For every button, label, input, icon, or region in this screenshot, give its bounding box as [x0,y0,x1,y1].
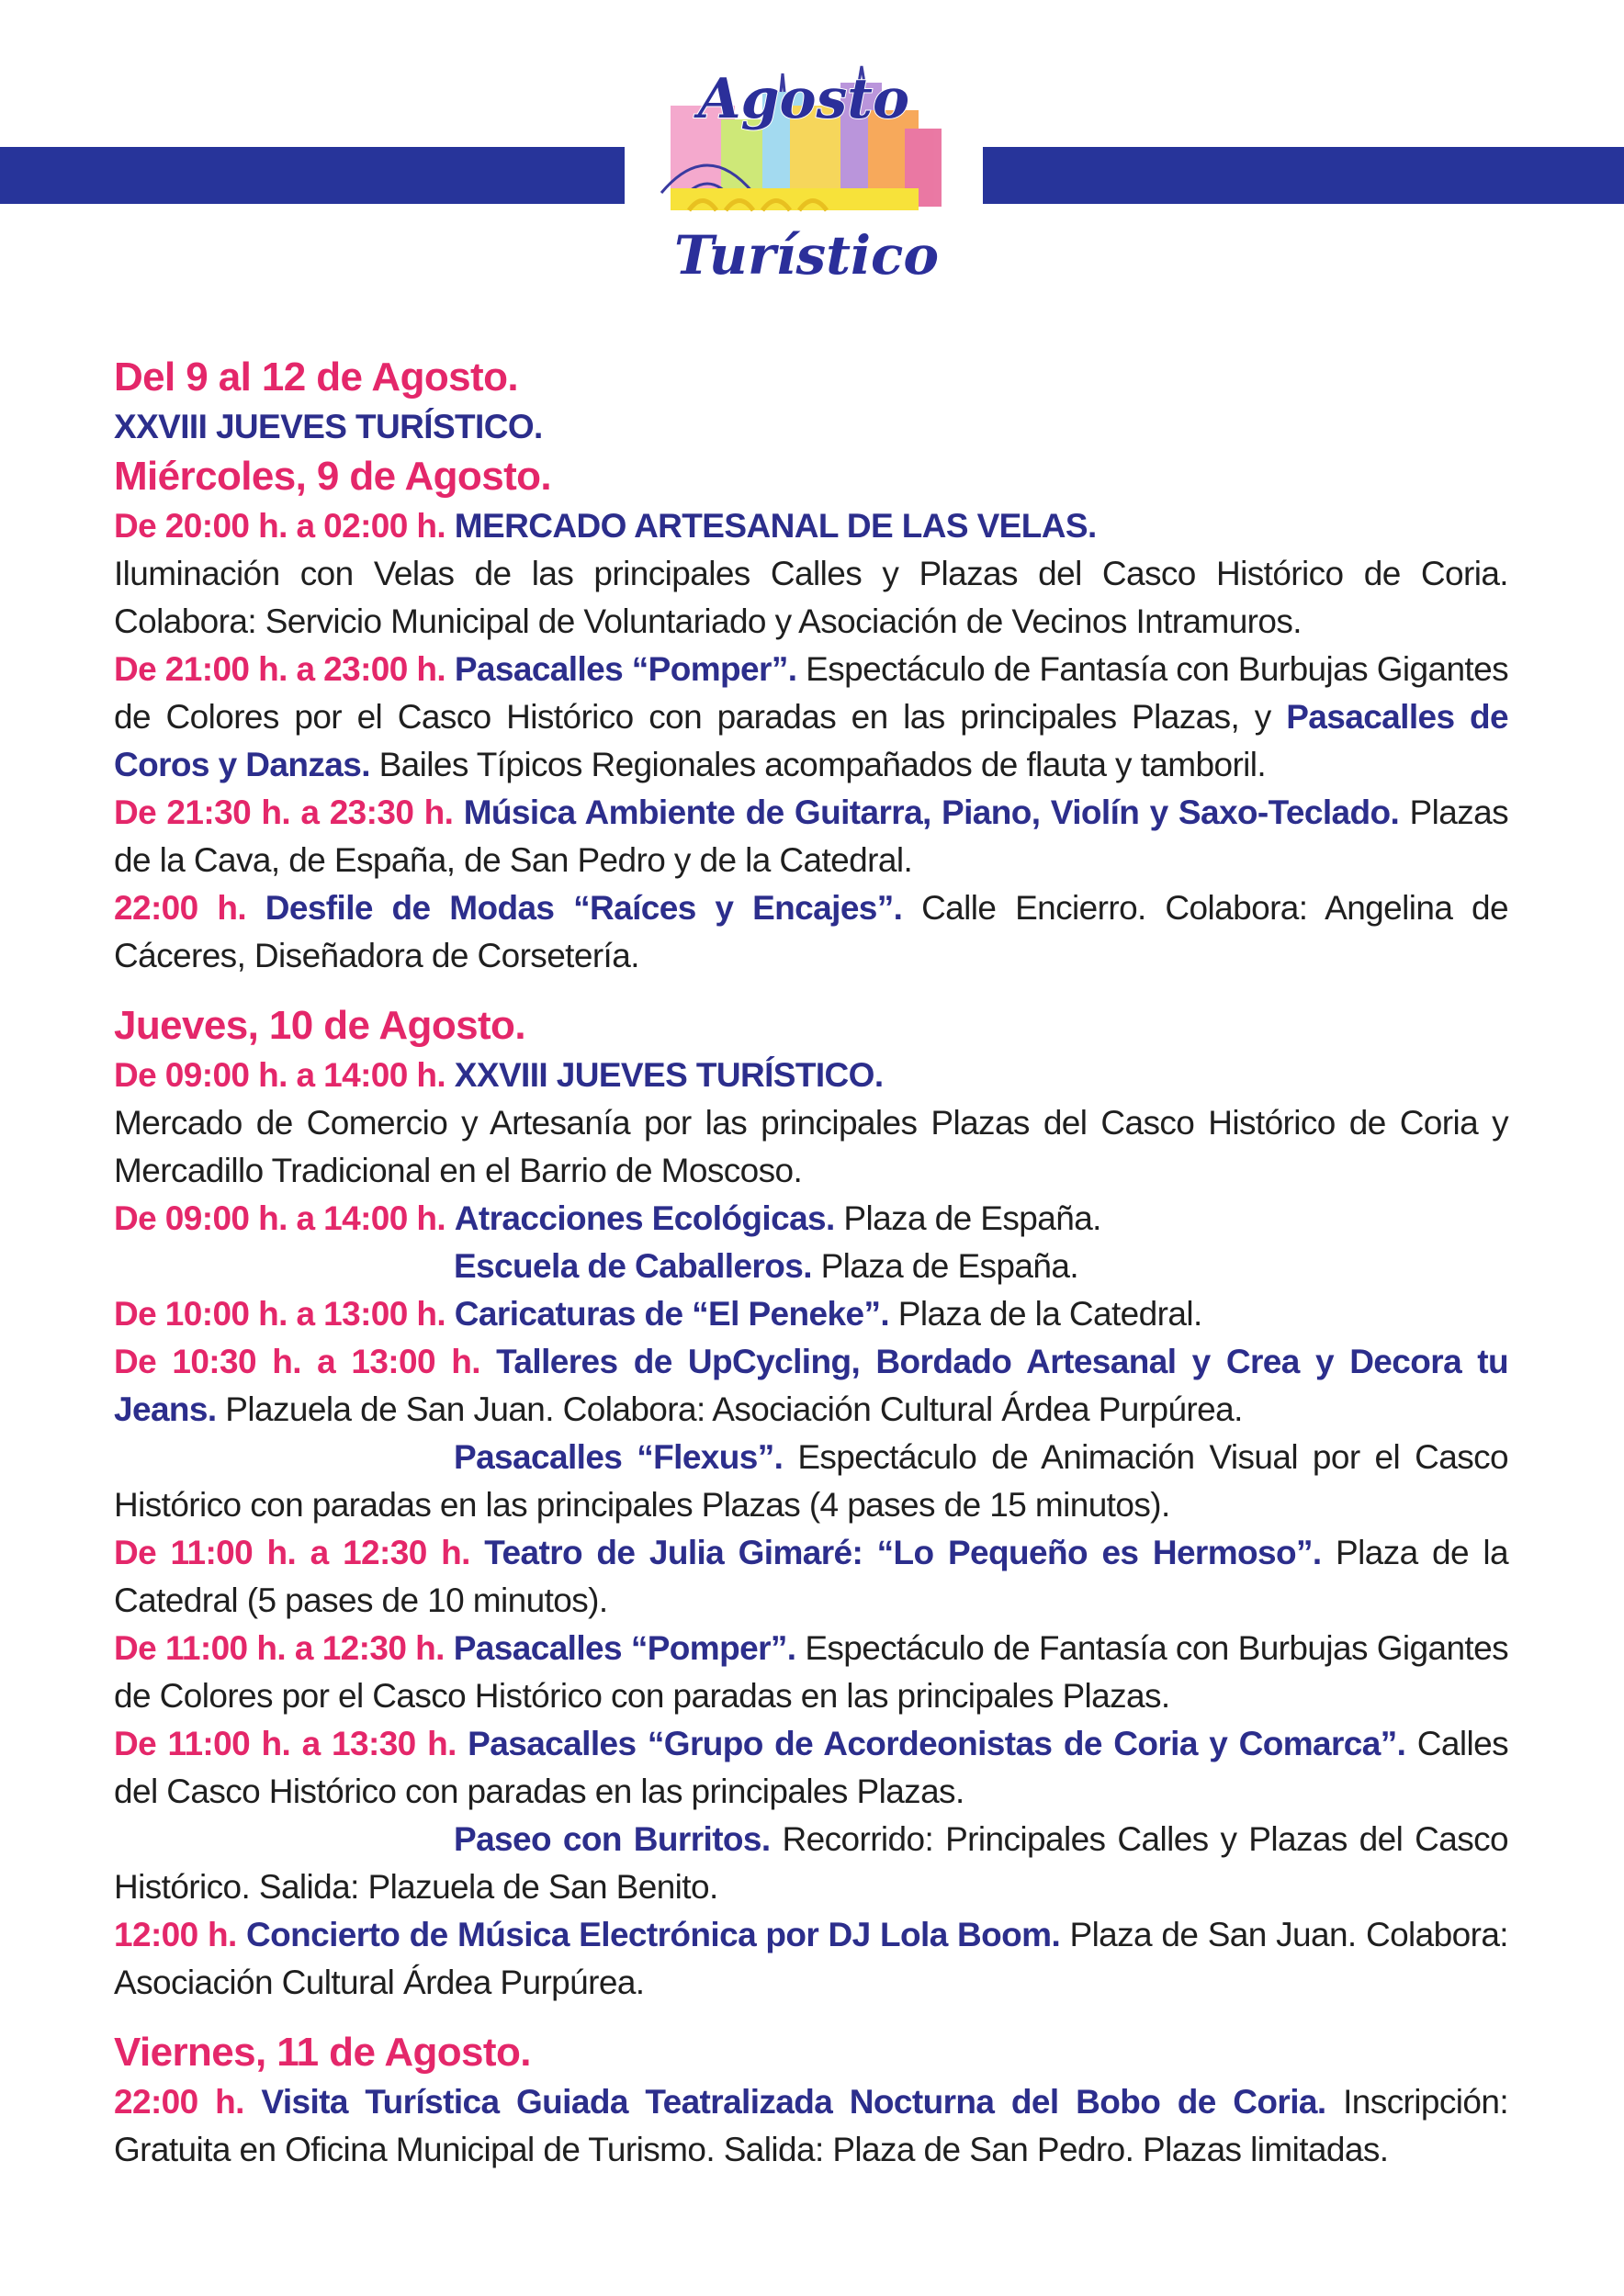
event-time: 22:00 h. [114,889,247,927]
event-description: Iluminación con Velas de las principales Calles y Plazas del Casco Histórico de Coria. [114,555,1508,592]
event-title: Pasacalles de Coros y Danzas. [114,698,1508,783]
event-description: Espectáculo de Fantasía con Burbujas Gigantes de Colores por el Casco Histórico con paradas en las principales Plazas. [114,1629,1508,1715]
event-item [114,884,1508,980]
header-band-right [983,147,1624,204]
event-item [114,646,1508,789]
event-description: Espectáculo de Fantasía con Burbujas Gigantes de Colores por el Casco Histórico con paradas en las principales Plazas, y [114,650,1508,736]
event-description: Bailes Típicos Regionales acompañados de flauta y tamboril. [378,746,1267,783]
event-item [114,1911,1508,2007]
event-title: Música Ambiente de Guitarra, Piano, Violín y Saxo-Teclado. [463,793,1400,831]
event-time: 12:00 h. [114,1916,237,1953]
event-time: De 11:00 h. a 12:30 h. [114,1534,470,1571]
event-title: Atracciones Ecológicas. [454,1199,835,1237]
event-description: Plazas de la Cava, de España, de San Pedro y de la Catedral. [114,793,1509,879]
event-description: Espectáculo de Animación Visual por el Casco Histórico con paradas en las principales Plazas (4 pases de 15 minutos). [114,1438,1508,1524]
event-description: Plaza de España. [843,1199,1101,1237]
day-heading: Viernes, 11 de Agosto. [114,2030,531,2075]
event-title: Pasacalles “Pomper”. [453,1629,796,1667]
event-title: Visita Turística Guiada Teatralizada Nocturna del Bobo de Coria. [261,2083,1326,2121]
event-title: Concierto de Música Electrónica por DJ Lola Boom. [246,1916,1061,1953]
event-description: Plaza de España. [820,1247,1079,1285]
event-title: MERCADO ARTESANAL DE LAS VELAS. [454,507,1097,545]
logo-line2: Turístico [673,224,940,287]
agosto-turistico-logo [634,55,974,294]
event-description: Colabora: Servicio Municipal de Voluntariado y Asociación de Vecinos Intramuros. [114,602,1302,640]
event-item [114,1434,1508,1529]
event-item [114,1290,1508,1338]
event-item [114,1052,1508,1099]
event-item [114,2078,1508,2174]
event-title: Pasacalles “Pomper”. [454,650,797,688]
event-time: 22:00 h. [114,2083,244,2121]
event-item [114,1720,1508,1816]
event-description: Plazuela de San Juan. Colabora: Asociación Cultural Árdea Purpúrea. [225,1390,1243,1428]
event-item [114,1816,1508,1911]
event-time: De 09:00 h. a 14:00 h. [114,1056,446,1094]
day-heading: Jueves, 10 de Agosto. [114,1003,525,1048]
event-time: De 09:00 h. a 14:00 h. [114,1199,446,1237]
event-title: XXVIII JUEVES TURÍSTICO. [454,1056,884,1094]
indent-spacer [114,1820,454,1858]
event-title: Pasacalles “Flexus”. [454,1438,784,1476]
programme-subtitle: XXVIII JUEVES TURÍSTICO. [114,408,543,445]
programme [114,352,1508,2174]
event-time: De 10:00 h. a 13:00 h. [114,1295,446,1333]
event-description: Inscripción: Gratuita en Oficina Municipal de Turismo. Salida: Plaza de San Pedro. Plazas limitadas. [114,2083,1509,2168]
event-description: Mercado de Comercio y Artesanía por las principales Plazas del Casco Histórico de Coria y Mercadillo Tradicional en el Barrio de Moscoso. [114,1104,1508,1189]
day-heading: Miércoles, 9 de Agosto. [114,454,552,499]
event-description: Plaza de San Juan. Colabora: Asociación Cultural Árdea Purpúrea. [114,1916,1508,2001]
event-title: Teatro de Julia Gimaré: “Lo Pequeño es Hermoso”. [484,1534,1322,1571]
event-time: De 10:30 h. a 13:00 h. [114,1343,480,1380]
event-item [114,1625,1508,1720]
header-band-left [0,147,625,204]
event-description: Calles del Casco Histórico con paradas en las principales Plazas. [114,1725,1508,1810]
event-item [114,1338,1508,1434]
event-title: Talleres de UpCycling, Bordado Artesanal y Crea y Decora tu Jeans. [114,1343,1509,1428]
event-title: Desfile de Modas “Raíces y Encajes”. [265,889,903,927]
programme-range: Del 9 al 12 de Agosto. [114,355,518,400]
logo-line1: Agosto [697,67,910,131]
event-item [114,789,1508,884]
event-time: De 21:30 h. a 23:30 h. [114,793,454,831]
event-description: Plaza de la Catedral (5 pases de 10 minutos). [114,1534,1509,1619]
event-item [114,502,1508,550]
event-time: De 11:00 h. a 12:30 h. [114,1629,445,1667]
event-time: De 11:00 h. a 13:30 h. [114,1725,457,1762]
event-title: Caricaturas de “El Peneke”. [454,1295,890,1333]
event-time: De 21:00 h. a 23:00 h. [114,650,446,688]
event-item [114,1529,1508,1625]
event-description: Recorrido: Principales Calles y Plazas del Casco Histórico. Salida: Plazuela de San Benito. [114,1820,1508,1906]
event-description: Plaza de la Catedral. [897,1295,1202,1333]
event-item [114,1243,1508,1290]
event-title: Pasacalles “Grupo de Acordeonistas de Coria y Comarca”. [468,1725,1406,1762]
event-title: Paseo con Burritos. [454,1820,771,1858]
event-description: Calle Encierro. Colabora: Angelina de Cáceres, Diseñadora de Corsetería. [114,889,1508,974]
event-time: De 20:00 h. a 02:00 h. [114,507,446,545]
event-title: Escuela de Caballeros. [454,1247,812,1285]
event-item [114,1195,1508,1243]
indent-spacer [114,1438,454,1476]
